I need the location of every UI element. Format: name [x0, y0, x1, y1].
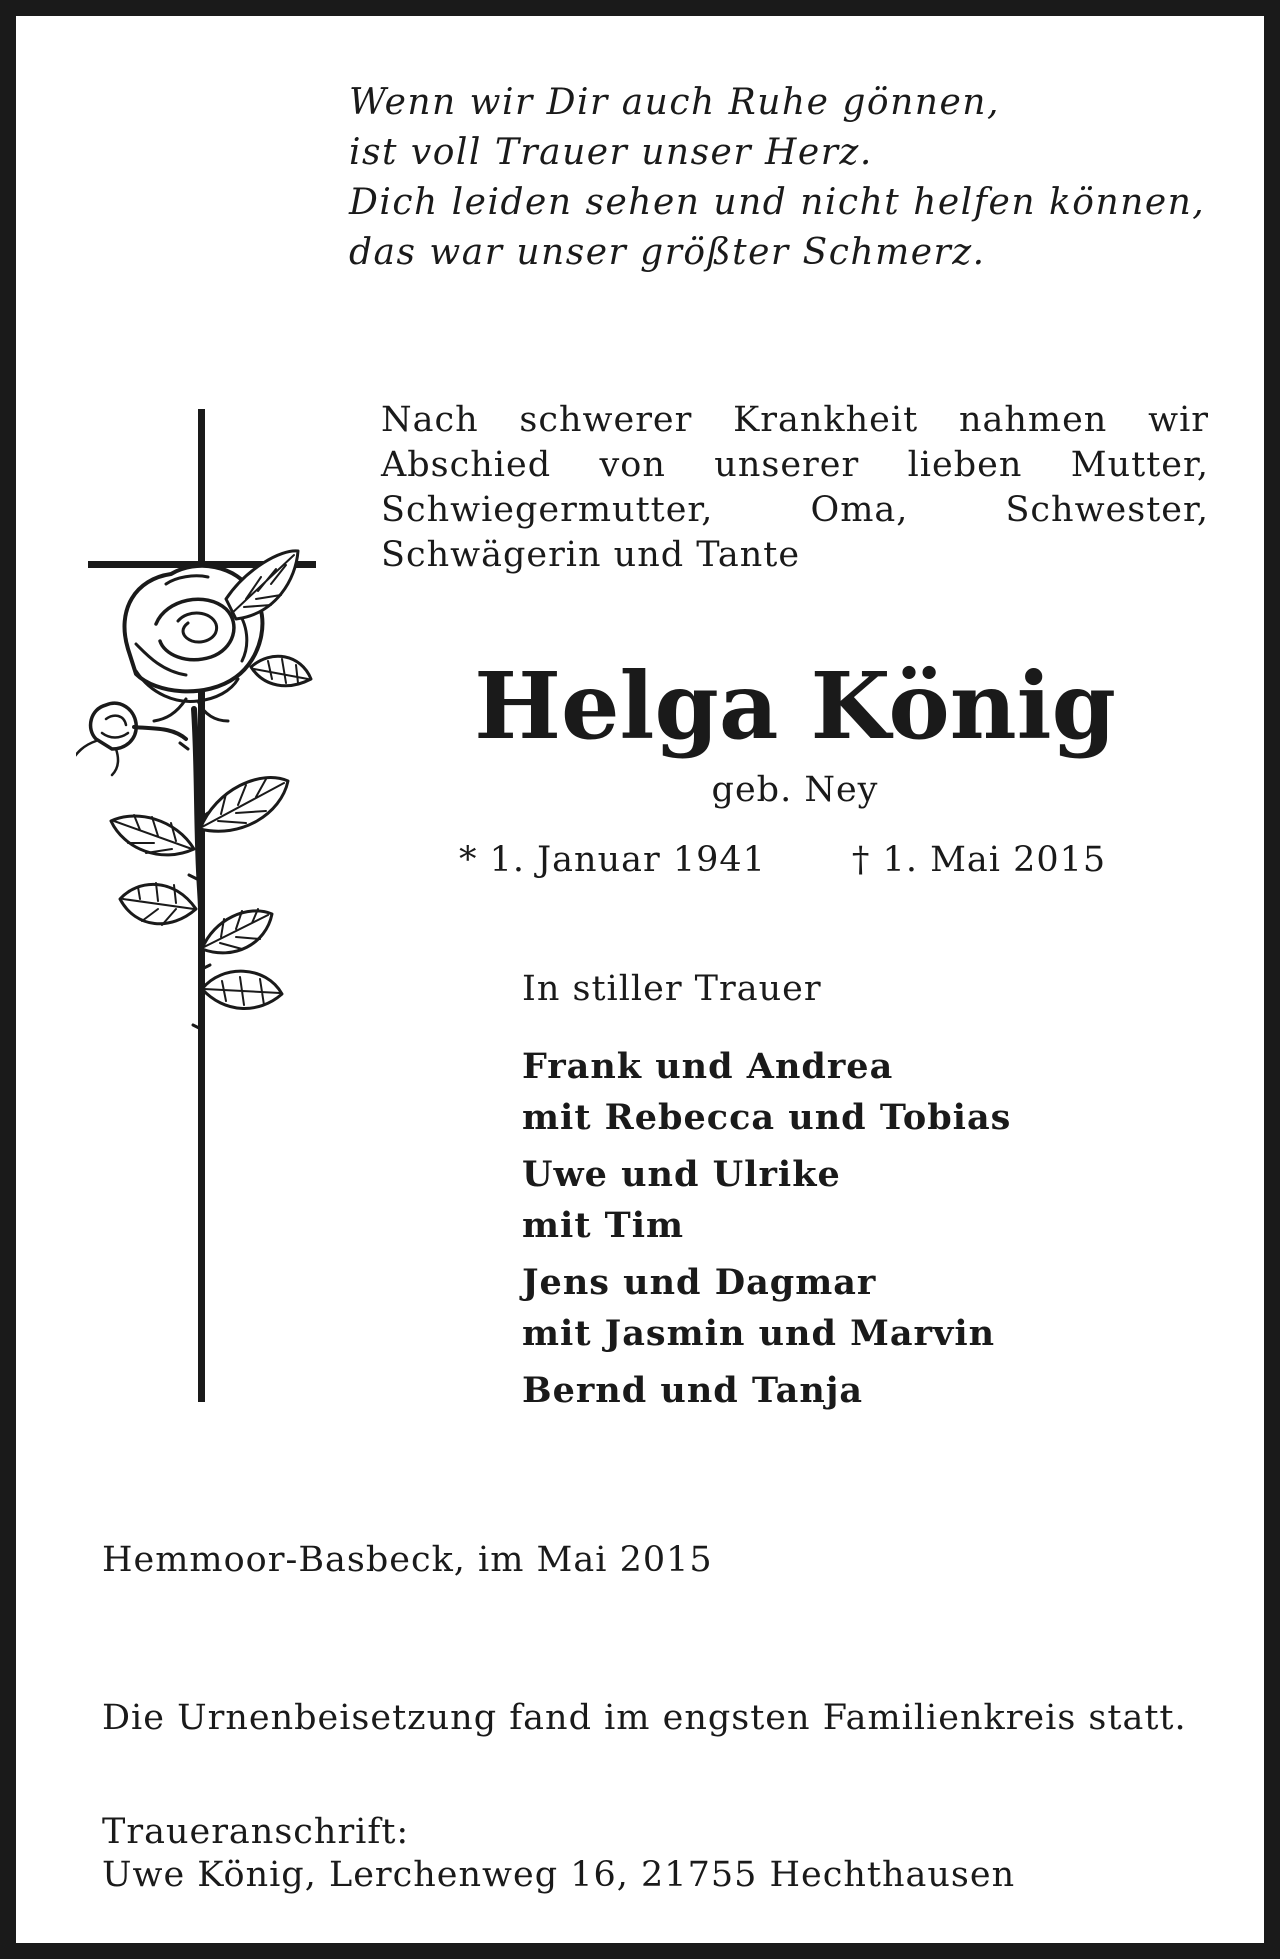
- rose-icon: [76, 551, 311, 1069]
- birth-date: * 1. Januar 1941: [459, 840, 766, 880]
- family-line: Jens und Dagmar: [522, 1262, 877, 1303]
- birth-name: geb. Ney: [711, 770, 879, 810]
- poem-line: Dich leiden sehen und nicht helfen können,: [349, 182, 1206, 223]
- poem-line: Wenn wir Dir auch Ruhe gönnen,: [349, 82, 1000, 123]
- poem-line: das war unser größter Schmerz.: [349, 232, 986, 273]
- family-group: [522, 1149, 1222, 1251]
- family-group: [522, 1365, 1222, 1416]
- mourning-label: In stiller Trauer: [522, 969, 822, 1009]
- address-value: Uwe König, Lerchenweg 16, 21755 Hechthausen: [102, 1855, 1016, 1895]
- intro-text: Nach schwerer Krankheit nahmen wir Abschied von unserer lieben Mutter, Schwiegermutter, Oma, Schwester, Schwägerin und Tante: [381, 400, 1209, 575]
- deceased-name: Helga König: [474, 652, 1116, 760]
- cross-with-rose-icon: [76, 409, 336, 1409]
- family-line: mit Jasmin und Marvin: [522, 1313, 996, 1354]
- family-line: Bernd und Tanja: [522, 1370, 864, 1411]
- family-line: Frank und Andrea: [522, 1046, 894, 1087]
- mourning-address: [102, 1811, 1210, 1897]
- family-line: mit Tim: [522, 1205, 685, 1246]
- life-dates: [459, 838, 1219, 883]
- family-line: mit Rebecca und Tobias: [522, 1097, 1012, 1138]
- family-line: Uwe und Ulrike: [522, 1154, 841, 1195]
- address-label: Traueranschrift:: [102, 1812, 410, 1852]
- family-list: [522, 1041, 1222, 1416]
- burial-note: Die Urnenbeisetzung fand im engsten Familienkreis statt.: [102, 1698, 1187, 1738]
- death-date: † 1. Mai 2015: [851, 840, 1107, 880]
- poem-line: ist voll Trauer unser Herz.: [349, 132, 873, 173]
- place-date: Hemmoor-Basbeck, im Mai 2015: [102, 1540, 713, 1580]
- family-group: [522, 1041, 1222, 1143]
- poem: [349, 78, 1249, 278]
- family-group: [522, 1257, 1222, 1359]
